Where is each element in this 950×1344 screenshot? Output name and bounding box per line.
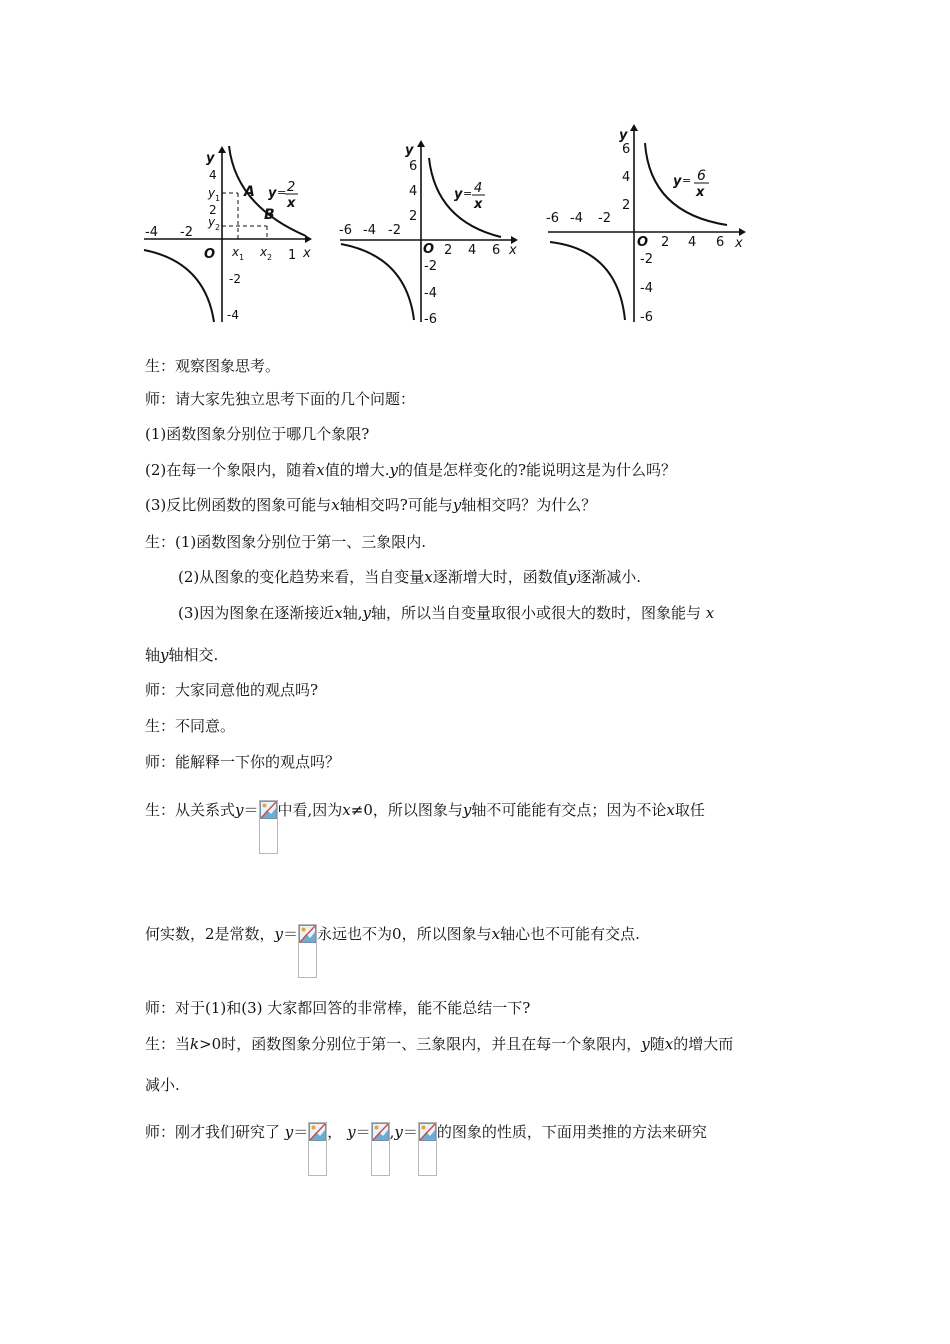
text-line: 生：从关系式y＝ 中看,因为x≠0，所以图象与y轴不可能能有交点；因为不论x取任: [145, 800, 705, 854]
g1-x2-label: x: [260, 245, 268, 259]
text-line: 师：请大家先独立思考下面的几个问题：: [145, 390, 416, 408]
svg-text:=: =: [463, 187, 473, 200]
g2-eq-num: 4: [474, 181, 483, 196]
broken-image-icon: [259, 800, 278, 854]
g2-xtick: 2: [444, 243, 453, 258]
g1-ytick: -2: [229, 272, 241, 286]
g3-xtick: -6: [546, 211, 559, 226]
text-line: 生：(1)函数图象分别位于第一、三象限内.: [145, 533, 427, 551]
g1-eq-num: 2: [287, 180, 296, 195]
g1-point-b: B: [264, 207, 275, 223]
g2-ytick: 2: [409, 209, 418, 224]
g3-eq-y: y: [673, 174, 682, 189]
g1-y1-sub: 1: [215, 194, 221, 203]
g1-y2-sub: 2: [215, 223, 221, 232]
svg-text:=: =: [682, 174, 692, 187]
g1-xtick: 1: [288, 248, 297, 263]
g2-xtick: 6: [492, 243, 501, 258]
text-line: (2)在每一个象限内，随着x值的增大.y的值是怎样变化的?能说明这是为什么吗？: [145, 461, 677, 479]
g3-xtick: 2: [661, 235, 670, 250]
text-line: 生：当k>0时，函数图象分别位于第一、三象限内，并且在每一个象限内，y随x的增大而: [145, 1035, 734, 1053]
g3-xtick: 6: [716, 235, 725, 250]
g1-xtick: -4: [145, 225, 158, 240]
g1-x1-sub: 1: [239, 253, 245, 262]
broken-image-icon: [371, 1122, 390, 1176]
broken-image-icon: [418, 1122, 437, 1176]
g2-ytick: 6: [409, 159, 418, 174]
g1-ytick: 2: [209, 203, 217, 217]
graph-y-2-over-x: [144, 146, 312, 322]
g2-eq-y: y: [454, 187, 463, 202]
g2-origin-label: O: [423, 242, 435, 257]
g1-x1-label: x: [232, 245, 240, 259]
g1-x2-sub: 2: [267, 253, 273, 262]
text-line: 生：不同意。: [145, 717, 236, 735]
g1-eq-den: x: [287, 196, 296, 211]
g3-ytick: -4: [640, 281, 653, 296]
g2-ytick: -4: [424, 286, 437, 301]
g2-xtick: -4: [363, 223, 376, 238]
g3-ytick: 4: [622, 170, 631, 185]
text-line: 生：观察图象思考。: [145, 357, 281, 375]
text-line: (3)因为图象在逐渐接近x轴,y轴，所以当自变量取很小或很大的数时，图象能与 x: [178, 604, 715, 622]
text-line: 何实数，2是常数，y＝ 永远也不为0，所以图象与x轴心也不可能有交点.: [145, 924, 640, 978]
g3-ytick: -6: [640, 310, 653, 325]
broken-image-icon: [308, 1122, 327, 1176]
g2-ytick: -2: [424, 259, 437, 274]
g1-origin-label: O: [204, 247, 216, 262]
graphs-figure: [0, 0, 950, 340]
g3-eq-num: 6: [697, 168, 706, 184]
text-line: 减小.: [145, 1076, 180, 1094]
text-line: 师：大家同意他的观点吗?: [145, 681, 319, 699]
g3-ytick: -2: [640, 252, 653, 267]
text-line: (1)函数图象分别位于哪几个象限?: [145, 425, 370, 443]
g1-point-a: A: [244, 184, 255, 200]
g1-eq-y: y: [268, 186, 277, 201]
broken-image-icon: [298, 924, 317, 978]
svg-text:=: =: [277, 186, 287, 199]
graph-y-4-over-x: [339, 140, 518, 327]
g2-xtick: -6: [339, 223, 352, 238]
g2-y-axis-label: y: [405, 143, 414, 158]
g1-ytick: 4: [209, 168, 217, 182]
g3-xtick: -2: [598, 211, 611, 226]
g1-y-axis-label: y: [206, 151, 215, 166]
g2-xtick: -2: [388, 223, 401, 238]
g3-origin-label: O: [637, 235, 649, 250]
text-line: (2)从图象的变化趋势来看，当自变量x逐渐增大时，函数值y逐渐减小.: [178, 568, 641, 586]
g3-eq-den: x: [696, 185, 705, 200]
g2-x-axis-label: x: [509, 243, 517, 258]
g2-ytick: -6: [424, 312, 437, 327]
g3-xtick: -4: [570, 211, 583, 226]
g3-x-axis-label: x: [735, 236, 743, 251]
g1-y1-label: y: [208, 186, 216, 200]
g1-xtick: -2: [180, 225, 193, 240]
g1-x-axis-label: x: [303, 246, 311, 261]
g3-ytick: 6: [622, 142, 631, 157]
text-line: 轴y轴相交.: [145, 646, 219, 664]
text-line: 师：能解释一下你的观点吗？: [145, 753, 341, 771]
g3-xtick: 4: [688, 235, 697, 250]
graph-y-6-over-x: [546, 124, 746, 325]
g2-xtick: 4: [468, 243, 477, 258]
g3-y-axis-label: y: [619, 128, 628, 143]
g3-ytick: 2: [622, 198, 631, 213]
g2-ytick: 4: [409, 184, 418, 199]
g1-y2-label: y: [208, 215, 216, 229]
text-line: 师：对于(1)和(3) 大家都回答的非常棒，能不能总结一下?: [145, 999, 531, 1017]
text-line: 师：刚才我们研究了 y＝ ， y＝ ,y＝ 的图象的性质，下面用类推的方法来研究: [145, 1122, 707, 1176]
text-line: (3)反比例函数的图象可能与x轴相交吗?可能与y轴相交吗？为什么？: [145, 496, 597, 514]
g2-eq-den: x: [474, 197, 483, 212]
g1-ytick: -4: [227, 308, 239, 322]
